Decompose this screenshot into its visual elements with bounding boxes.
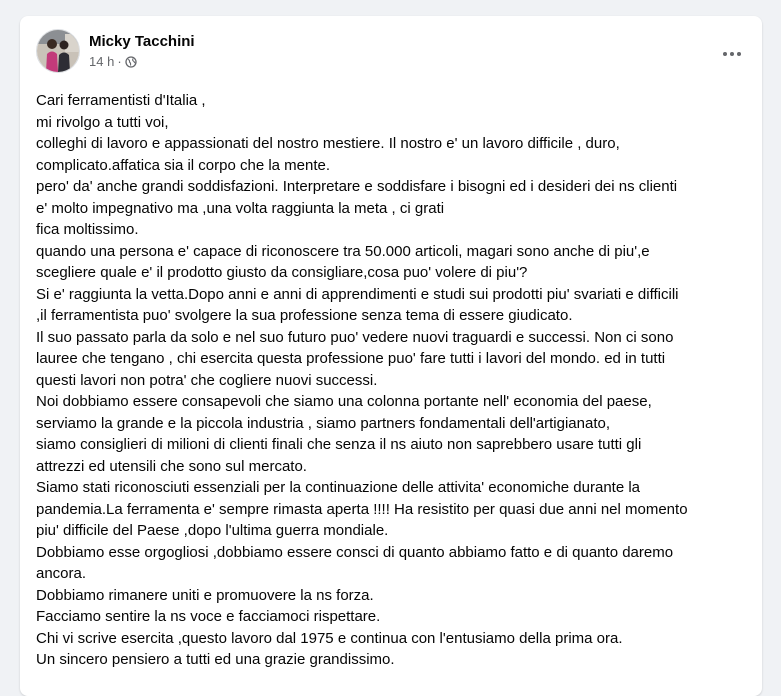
post-text-line: fica moltissimo.: [36, 221, 139, 238]
post-text-line: lauree che tengano , chi esercita questa professione puo' fare tutti i lavori del mondo. ed in tutti: [36, 350, 666, 367]
post-text-line: colleghi di lavoro e appassionati del nostro mestiere. Il nostro e' un lavoro difficile , duro,: [36, 135, 620, 152]
post-text-line: Si e' raggiunta la vetta.Dopo anni e anni di apprendimenti e studi sui prodotti piu' svariati e difficili: [36, 285, 679, 303]
post-text-line: Facciamo sentire la ns voce e facciamoci rispettare.: [36, 608, 381, 625]
post-text-line: scegliere quale e' il prodotto giusto da consigliare,cosa puo' volere di piu'?: [36, 264, 528, 281]
post-text-line: pero' da' anche grandi soddisfazioni. Interpretare e soddisfare i bisogni ed i desideri dei ns clienti: [36, 178, 678, 195]
post-text-line: pandemia.La ferramenta e' sempre rimasta aperta !!!! Ha resistito per quasi due anni nel momento: [36, 500, 688, 518]
post-text-line: quando una persona e' capace di riconoscere tra 50.000 articoli, magari sono anche di piu',e: [36, 242, 650, 260]
post-header: [36, 28, 195, 74]
post-text-line: Chi vi scrive esercita ,questo lavoro dal 1975 e continua con l'entusiamo della prima ora.: [36, 629, 623, 647]
post-text-line: Siamo stati riconosciuti essenziali per la continuazione delle attivita' economiche durante la: [36, 479, 641, 496]
more-options-button[interactable]: [714, 36, 750, 72]
meta-separator: ·: [117, 54, 122, 69]
post-text-line: piu' difficile del Paese ,dopo l'ultima guerra mondiale.: [36, 522, 389, 539]
post-text-line: Cari ferramentisti d'Italia ,: [36, 92, 206, 109]
post-text-line: ancora.: [36, 565, 87, 582]
post-text-line: complicato.affatica sia il corpo che la mente.: [36, 156, 331, 174]
post-text-line: serviamo la grande e la piccola industria , siamo partners fondamentali dell'artigianato,: [36, 414, 611, 432]
author-name[interactable]: Micky Tacchini: [89, 33, 195, 50]
author-avatar[interactable]: [36, 29, 80, 73]
post-text-line: Un sincero pensiero a tutti ed una grazie grandissimo.: [36, 651, 395, 668]
post-text-line: mi rivolgo a tutti voi,: [36, 113, 169, 131]
post-text-line: Dobbiamo rimanere uniti e promuovere la ns forza.: [36, 586, 374, 604]
post-timestamp[interactable]: 14 h: [89, 54, 115, 69]
post-text-line: Il suo passato parla da solo e nel suo futuro puo' vedere nuovi traguardi e successi. Non ci sono: [36, 328, 674, 346]
post-text-line: Dobbiamo esse orgogliosi ,dobbiamo essere consci di quanto abbiamo fatto e di quanto daremo: [36, 543, 674, 561]
post-text-line: attrezzi ed utensili che sono sul mercato.: [36, 457, 307, 475]
globe-icon: [125, 56, 137, 68]
post-text-line: Noi dobbiamo essere consapevoli che siamo una colonna portante nell' economia del paese,: [36, 393, 652, 410]
post-text-line: siamo consiglieri di milioni di clienti finali che senza il ns aiuto non saprebbero usare tutti gli: [36, 436, 642, 453]
more-options-icon: [722, 51, 742, 57]
post-header-text: [89, 32, 195, 70]
post-text-line: questi lavori non potra' che cogliere nuovi successi.: [36, 371, 378, 389]
post-text: [36, 90, 748, 671]
post-meta: [89, 53, 195, 70]
avatar-photo-icon: [37, 30, 79, 72]
post-text-line: ,il ferramentista puo' svolgere la sua professione senza tema di essere giudicato.: [36, 307, 573, 324]
post-text-line: e' molto impegnativo ma ,una volta raggiunta la meta , ci grati: [36, 199, 445, 217]
post-card: [20, 16, 762, 696]
